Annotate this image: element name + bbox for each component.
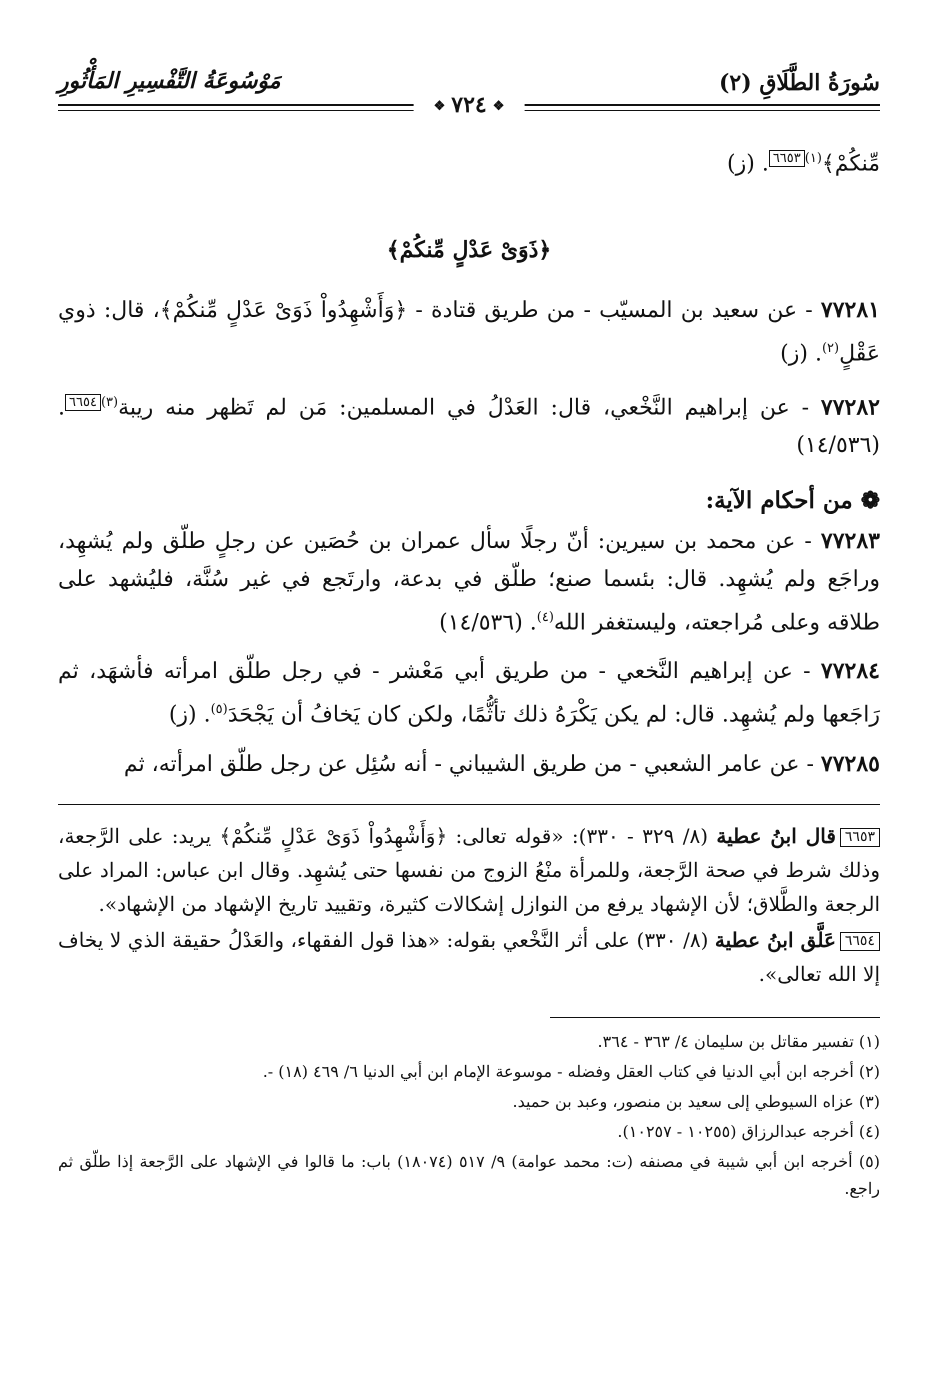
footnote-marker: (٢) [821, 341, 840, 357]
section-heading-text: من أحكام الآية: [705, 486, 853, 514]
entry-tail: . (١٤/٥٣٦) [58, 394, 880, 458]
commentary-ref: ٦٦٥٤ [65, 394, 101, 411]
entries-group-2 [58, 522, 880, 784]
continuation-line [58, 140, 880, 183]
entry-number: ٧٧٢٨١ [820, 297, 880, 324]
footnote-marker: (١) [804, 151, 822, 166]
commentary-text: (٨/ ٣٢٩ - ٣٣٠): «قوله تعالى: ﴿وَأَشْهِدُواْ ذَوَىْ عَدْلٍ مِّنكُمْ﴾ يريد: على الرَّجعة، وذلك شرط في صحة الرَّجعة، وللمرأة منْعُ الزوج من نفسها حتى يُشهِد. وقال ابن عباس: المراد على الرجعة والطَّلاق؛ لأن الإشهاد يرفع من النوازل إشكالات كثيرة، وتقييد تاريخ الإشهاد من الإشهاد». [58, 823, 880, 916]
source-code: . (ز) [727, 151, 769, 177]
commentary-text: (٨/ ٣٣٠) على أثر النَّخْعي بقوله: «هذا قول الفقهاء، والعَدْلُ حقيقة الذي لا يخاف إلا الله تعالى». [58, 927, 880, 986]
narration-entry [58, 384, 880, 465]
footnote: (٣) عزاه السيوطي إلى سعيد بن منصور، وعبد بن حميد. [512, 1091, 880, 1111]
quran-fragment: مِّنكُمْ﴾ [821, 151, 880, 177]
ornament-icon: ❖ [492, 98, 505, 114]
commentary-author: عَلَّق ابنُ عطية [714, 927, 836, 952]
page-header [58, 62, 880, 124]
entry-text: - عن إبراهيم النَّخْعي، قال: العَدْلُ في المسلمين: مَن لم تَظهر منه ريبة [118, 394, 821, 420]
footnote-marker: (٤) [536, 609, 554, 625]
verse-subtitle: ﴿ذَوَىْ عَدْلٍ مِّنكُمْ﴾ [386, 237, 552, 264]
page-number: ٧٢٤ [451, 92, 487, 118]
entry-text: - عن إبراهيم النَّخعي - من طريق أبي مَعْشر - في رجل طلّق امرأته فأشهَد، ثم رَاجَعها ولم يُشهِد. قال: لم يكن يَكْرَهُ ذلك تأثُّمًا، ولكن كان يَخافُ أن يَجْحَدَ [58, 659, 880, 728]
footnote-divider [550, 1017, 880, 1018]
book-page [58, 0, 880, 1389]
footnote-marker: (٥) [210, 702, 228, 718]
entry-text: - عن محمد بن سيرين: أنّ رجلًا سأل عمران بن حُصَين عن رجلٍ طلّق ولم يُشهِد، وراجَع ولم يُشهِد. قال: بئسما صنع؛ طلّق في بدعة، وارتَجع في غير سُنَّة، فليُشهد على طلاقه وعلى مُراجعته، وليستغفر الله [58, 528, 880, 636]
entry-number: ٧٧٢٨٤ [820, 658, 880, 685]
entry-tail: . (١٤/٥٣٦) [439, 610, 537, 636]
narration-entry [58, 745, 880, 784]
footnote: (٤) أخرجه عبدالرزاق (١٠٢٥٥ - ١٠٢٥٧). [617, 1121, 880, 1141]
book-title: مَوْسُوعَةُ التَّفْسِيرِ المَأْثُورِ [58, 68, 281, 94]
surah-title: سُورَةُ الطَّلَاقِ (٢) [719, 70, 880, 96]
commentary-number: ٦٦٥٣ [840, 828, 880, 847]
commentary-section [58, 804, 880, 991]
footnote: (٥) أخرجه ابن أبي شيبة في مصنفه (ت: محمد عوامة) ٩/ ٥١٧ (١٨٠٧٤) باب: ما قالوا في الإشهاد على الرَّجعة إذا طلّق ثم راجع. [58, 1151, 881, 1198]
entry-number: ٧٧٢٨٥ [820, 750, 880, 777]
entry-text: - عن عامر الشعبي - من طريق الشيباني - أنه سُئِل عن رجل طلّق امرأته، ثم [123, 751, 821, 777]
commentary-author: قال ابنُ عطية [716, 823, 836, 848]
main-content [58, 140, 880, 1205]
commentary-entry [58, 819, 880, 921]
entry-tail: . (ز) [168, 702, 211, 728]
commentary-number: ٦٦٥٤ [840, 932, 880, 951]
narration-entry [58, 291, 880, 373]
footnote: (٢) أخرجه ابن أبي الدنيا في كتاب العقل وفضله - موسوعة الإمام ابن أبي الدنيا ٦/ ٤٦٩ (١٨) -. [262, 1061, 880, 1081]
footnote: (١) تفسير مقاتل بن سليمان ٤/ ٣٦٣ - ٣٦٤. [597, 1031, 880, 1051]
footnote-marker: (٣) [100, 394, 119, 410]
ornament-icon: ❖ [433, 98, 446, 114]
narration-entry [58, 652, 880, 734]
narration-entry [58, 522, 880, 642]
commentary-entry [58, 923, 880, 991]
footnotes-section [58, 1017, 880, 1202]
entry-number: ٧٧٢٨٣ [820, 527, 880, 554]
entries-group-1 [58, 291, 880, 465]
entry-text: - عن سعيد بن المسيّب - من طريق قتادة - ﴿وَأَشْهِدُواْ ذَوَىْ عَدْلٍ مِّنكُمْ﴾، قال: ذوي عَقْلٍ [58, 298, 880, 367]
flower-icon: ❁ [860, 486, 880, 514]
section-heading [58, 487, 880, 514]
entry-number: ٧٧٢٨٢ [820, 393, 880, 420]
commentary-ref: ٦٦٥٣ [769, 150, 805, 167]
page-number-block [414, 92, 525, 118]
entry-tail: . (ز) [780, 341, 822, 367]
